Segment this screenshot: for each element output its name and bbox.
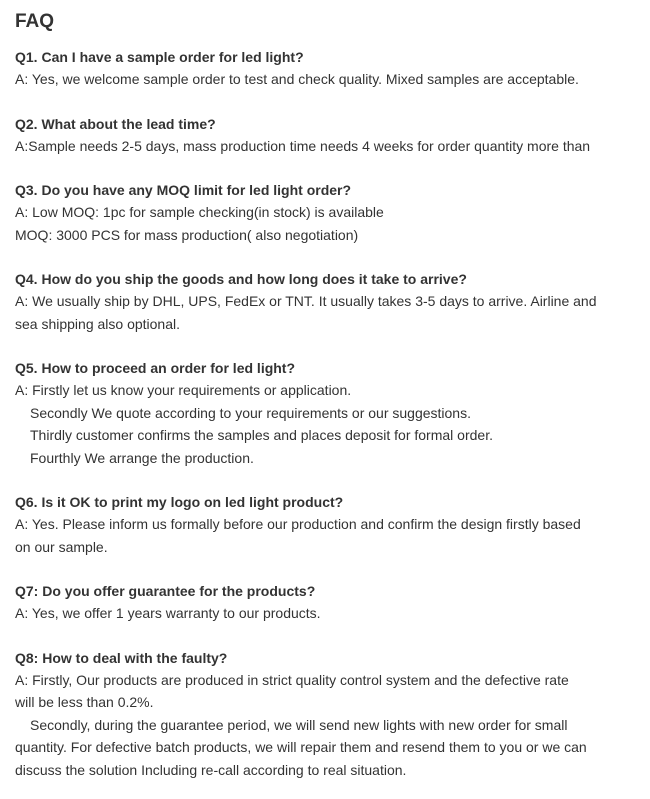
faq-answer-line: on our sample. [15,538,108,555]
faq-answer-line: A: Firstly let us know your requirements or application. [15,382,352,398]
faq-answer-line: A:Sample needs 2-5 days, mass production time needs 4 weeks for order quantity more than [15,137,591,154]
faq-answer-line: Secondly We quote according to your requirements or our suggestions. [30,404,471,421]
faq-answer-line: Secondly, during the guarantee period, we will send new lights with new order for small [30,716,568,733]
faq-question: Q5. How to proceed an order for led light? [15,360,296,376]
faq-question: Q6. Is it OK to print my logo on led light product? [15,494,344,510]
faq-answer-line: A: Low MOQ: 1pc for sample checking(in stock) is available [15,204,384,220]
faq-item [15,46,636,91]
faq-item [15,113,636,158]
faq-answer-line: A: Yes. Please inform us formally before our production and confirm the design firstly based [15,516,581,532]
faq-answer-line: Fourthly We arrange the production. [30,449,254,466]
faq-item [15,647,636,782]
page-title: FAQ [15,11,55,32]
faq-question: Q7: Do you offer guarantee for the products? [15,583,316,599]
faq-answer-line: Thirdly customer confirms the samples and places deposit for formal order. [30,427,493,443]
faq-answer-line: A: Yes, we offer 1 years warranty to our products. [15,605,321,621]
faq-answer-line: A: We usually ship by DHL, UPS, FedEx or TNT. It usually takes 3-5 days to arrive. Airline and [15,293,597,309]
faq-answer-line: A: Firstly, Our products are produced in strict quality control system and the defective rate [15,671,569,688]
faq-question: Q1. Can I have a sample order for led light? [15,49,304,65]
faq-item [15,580,636,625]
faq-item [15,179,636,246]
faq-item [15,357,636,469]
faq-item [15,491,636,558]
faq-answer-line: will be less than 0.2%. [15,694,154,710]
faq-question: Q8: How to deal with the faulty? [15,649,228,666]
faq-question: Q2. What about the lead time? [15,115,216,132]
faq-list [15,46,636,781]
faq-answer-line: A: Yes, we welcome sample order to test and check quality. Mixed samples are acceptable. [15,71,579,87]
faq-question: Q4. How do you ship the goods and how long does it take to arrive? [15,271,467,287]
faq-item [15,268,636,335]
faq-answer-line: sea shipping also optional. [15,315,181,332]
faq-answer-line: quantity. For defective batch products, we will repair them and resend them to you or we can [15,739,587,755]
faq-question: Q3. Do you have any MOQ limit for led light order? [15,182,352,198]
faq-answer-line: discuss the solution Including re-call according to real situation. [15,761,407,778]
faq-answer-line: MOQ: 3000 PCS for mass production( also negotiation) [15,226,359,243]
